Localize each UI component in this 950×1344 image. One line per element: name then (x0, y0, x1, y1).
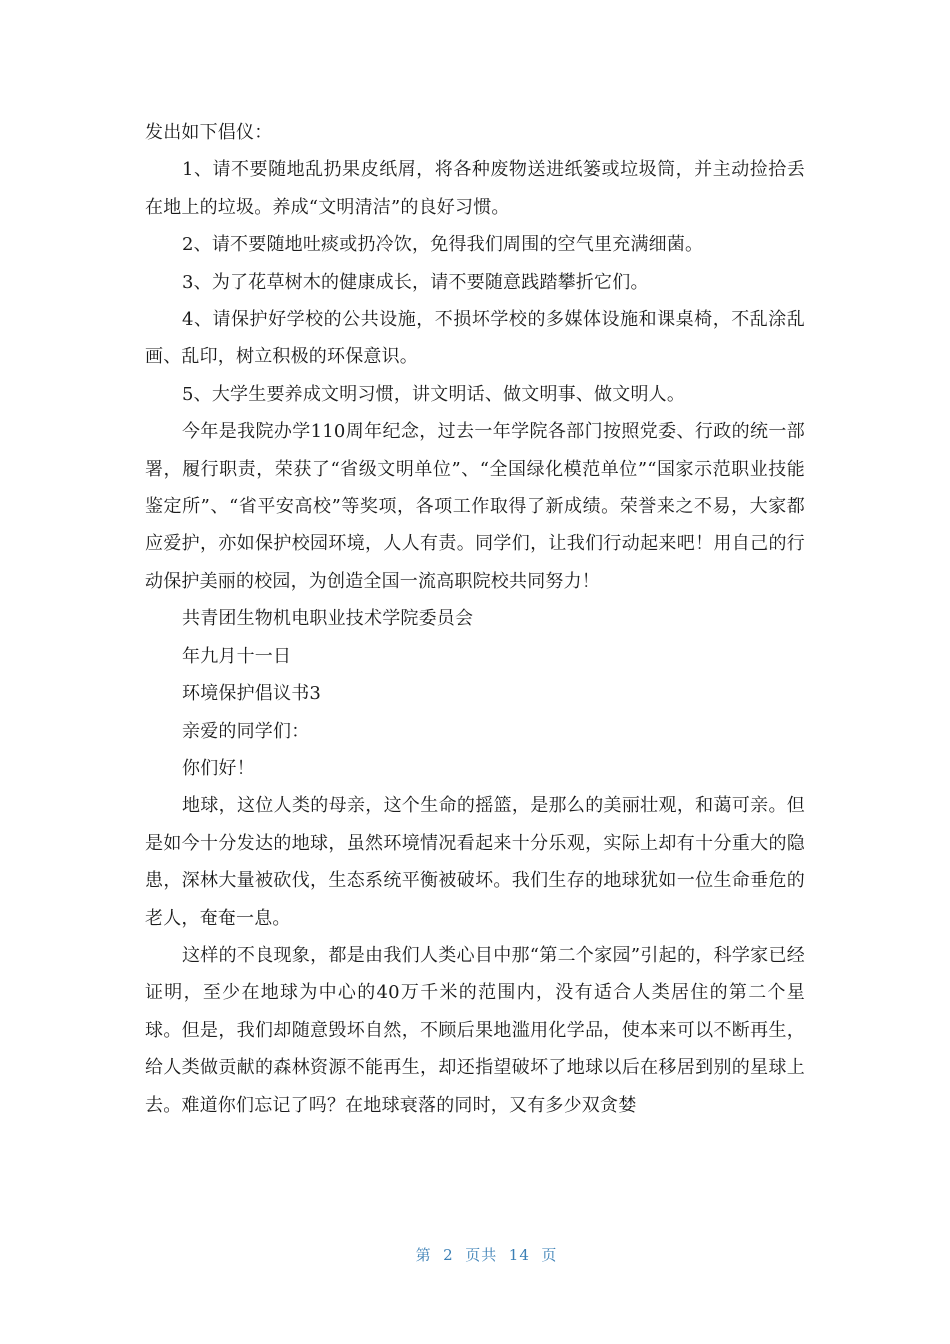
paragraph-item-5: 5、大学生要养成文明习惯，讲文明话、做文明事、做文明人。 (182, 383, 686, 405)
paragraph-proposal-intro: 发出如下倡仪： (145, 122, 273, 143)
section-heading: 环境保护倡议书3 (182, 683, 322, 705)
page-number-text: 第 2 页共 14 页 (415, 1246, 558, 1264)
page-number-footer (0, 1226, 950, 1283)
paragraph-earth: 地球，这位人类的母亲，这个生命的摇篮，是那么的美丽壮观，和蔼可亲。但是如今十分发达的地球，虽然环境情况看起来十分乐观，实际上却有十分重大的隐患，深林大量被砍伐，生态系统平衡被破坏。我们生存的地球犹如一位生命垂危的老人，奄奄一息。 (145, 795, 805, 929)
paragraph-anniversary: 今年是我院办学110周年纪念，过去一年学院各部门按照党委、行政的统一部署，履行职责，荣获了“省级文明单位”、“全国绿化模范单位”“国家示范职业技能鉴定所”、“省平安高校”等奖项，各项工作取得了新成绩。荣誉来之不易，大家都应爱护，亦如保护校园环境，人人有责。同学们，让我们行动起来吧！用自己的行动保护美丽的校园，为创造全国一流高职院校共同努力！ (145, 421, 805, 592)
document-body (145, 114, 805, 1124)
paragraph-item-3: 3、为了花草树木的健康成长，请不要随意践踏攀折它们。 (182, 271, 649, 293)
paragraph-second-home: 这样的不良现象，都是由我们人类心目中那“第二个家园”引起的，科学家已经证明，至少在地球为中心的40万千米的范围内，没有适合人类居住的第二个星球。但是，我们却随意毁坏自然，不顾后果地滥用化学品，使本来可以不断再生，给人类做贡献的森林资源不能再生，却还指望破坏了地球以后在移居到别的星球上去。难道你们忘记了吗？在地球衰落的同时，又有多少双贪婪 (145, 944, 805, 1116)
paragraph-item-4: 4、请保护好学校的公共设施，不损坏学校的多媒体设施和课桌椅，不乱涂乱画、乱印，树立积极的环保意识。 (145, 309, 805, 368)
paragraph-item-2: 2、请不要随地吐痰或扔冷饮，免得我们周围的空气里充满细菌。 (182, 234, 704, 256)
paragraph-item-1: 1、请不要随地乱扔果皮纸屑，将各种废物送进纸篓或垃圾筒，并主动捡拾丢在地上的垃圾。养成“文明清洁”的良好习惯。 (145, 159, 805, 218)
signature-date: 年九月十一日 (182, 645, 292, 667)
signature-organization: 共青团生物机电职业技术学院委员会 (182, 608, 474, 630)
greeting: 你们好！ (182, 757, 255, 779)
salutation: 亲爱的同学们： (182, 720, 310, 742)
